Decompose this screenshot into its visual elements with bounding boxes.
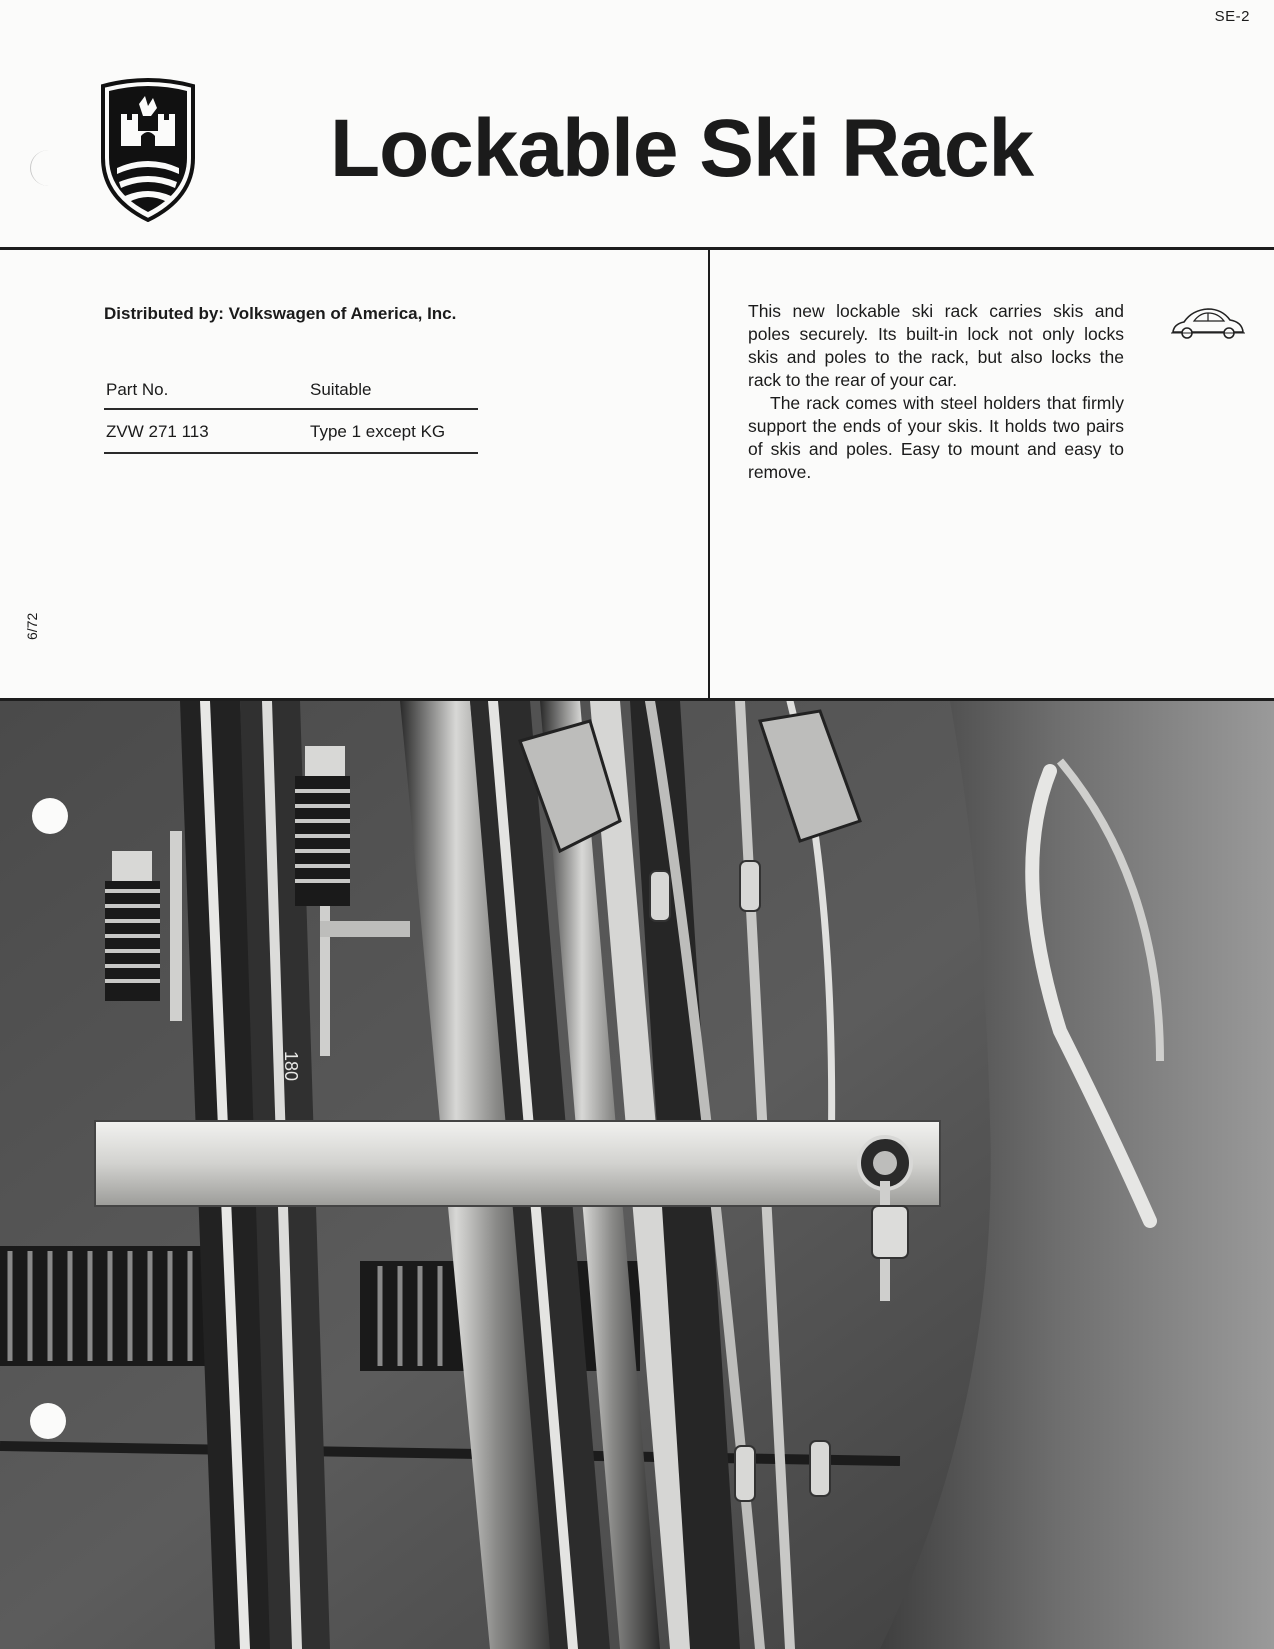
suitable-cell: Type 1 except KG [308, 409, 478, 453]
header-rule [0, 247, 1274, 250]
description-paragraph: This new lockable ski rack carries skis and poles securely. Its built-in lock not only locks skis and poles to the rack, but also locks the rack to the rear of your car. [748, 301, 1124, 390]
description [748, 300, 1124, 484]
punch-hole-shadow [30, 150, 67, 186]
column-header-part-no: Part No. [104, 370, 308, 409]
column-divider [708, 250, 710, 698]
column-header-suitable: Suitable [308, 370, 478, 409]
part-number-cell: ZVW 271 113 [104, 409, 308, 453]
page-code: SE-2 [1214, 8, 1250, 25]
wolfsburg-crest-icon [95, 76, 201, 222]
table-row [104, 409, 478, 453]
table-header-row [104, 370, 478, 409]
parts-table [104, 370, 478, 454]
description-paragraph: The rack comes with steel holders that firmly support the ends of your skis. It holds two pairs of skis and poles. Easy to mount and easy to remove. [748, 393, 1124, 482]
page-title: Lockable Ski Rack [330, 103, 1034, 194]
ski-marking: 180 [281, 1051, 301, 1082]
date-code: 6/72 [24, 612, 40, 640]
distributor-line: Distributed by: Volkswagen of America, Inc. [104, 304, 457, 323]
ski-rack-photo [0, 701, 1274, 1649]
beetle-car-icon [1170, 306, 1246, 340]
